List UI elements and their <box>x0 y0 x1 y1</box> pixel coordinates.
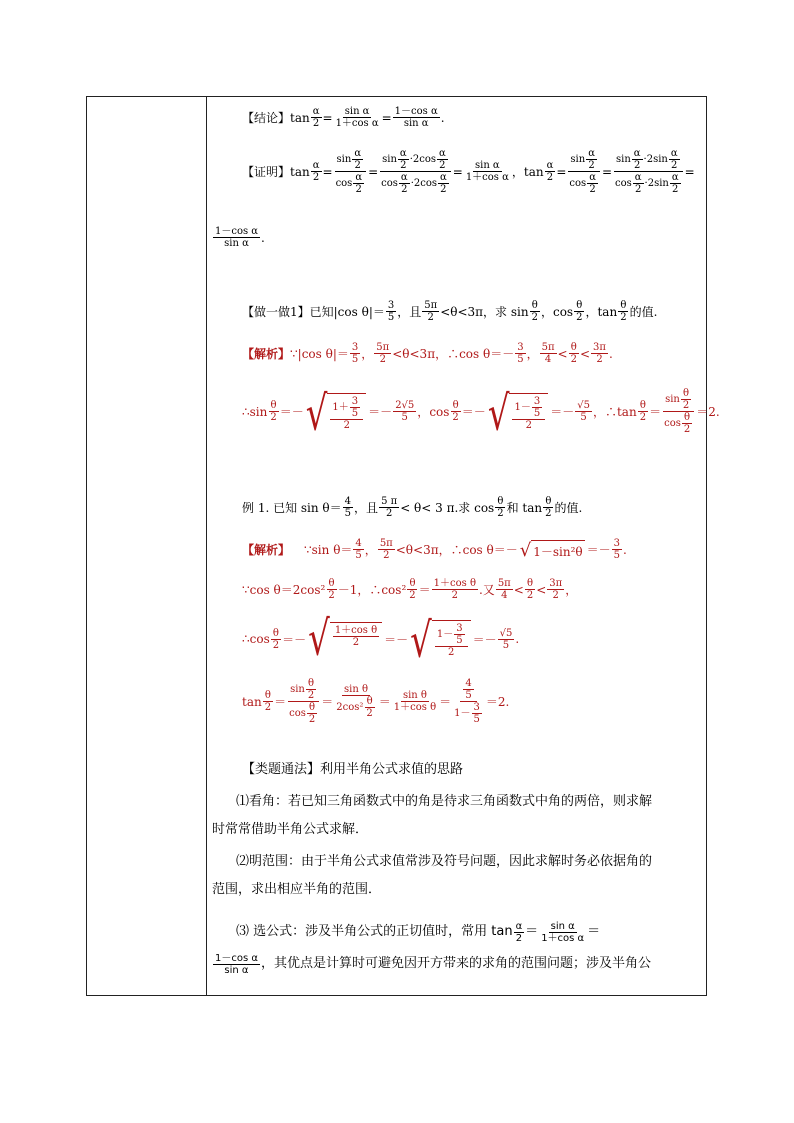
fraction: sin $\frac{\alpha}{2}$ cos $\frac{\alpha}{2}$ <box>334 148 368 195</box>
equals: ＝ <box>418 583 431 597</box>
equals: ＝ <box>274 695 287 709</box>
fraction: $\frac{\theta}{2}$ <box>264 690 272 713</box>
fraction: $\frac{\alpha}{2}$ <box>312 160 320 183</box>
fraction: $\frac{\theta}{2}$ <box>576 300 583 323</box>
equals: = <box>368 164 379 179</box>
fraction: $\frac{\theta}{2}$ <box>328 578 335 601</box>
exercise-line <box>242 300 657 323</box>
comma: ， <box>526 347 539 361</box>
equals: ＝ <box>439 695 452 709</box>
fraction: $\frac{\text{sin θ}}{\text{1＋cos θ}}$ <box>393 690 437 713</box>
analysis2-line <box>242 538 627 561</box>
method-text: ⑵明范围：由于半角公式求值常涉及符号问题，因此求解时务必依据角的 <box>236 854 653 869</box>
fraction: $\frac{\theta}{2}$ <box>272 627 280 651</box>
method-p3 <box>212 918 702 978</box>
result-text: ＝2. <box>485 695 510 709</box>
equals: ＝ <box>321 695 334 709</box>
method-text: ⑴看角：若已知三角函数式中的角是待求三角函数式中角的两倍，则求解 <box>236 794 653 809</box>
sqrt: √ 1＋ $\frac{3}{5}$ 2 <box>306 393 366 431</box>
exercise-text: ，tan <box>585 305 618 319</box>
equals: ＝ <box>378 695 391 709</box>
example-text: 的值. <box>554 501 583 515</box>
analysis2b-line <box>242 578 577 601</box>
fraction: $\frac{4}{5}$ <box>344 496 352 519</box>
period: . <box>261 230 265 245</box>
content-cell <box>212 100 720 992</box>
fraction: $\frac{5\pi}{2}$ <box>376 342 390 365</box>
tan-text: tan <box>523 164 544 179</box>
method-title: 【类题通法】利用半角公式求值的思路 <box>242 762 464 777</box>
fraction: $\frac{\alpha}{2}$ <box>312 106 320 129</box>
fraction: $\frac{3\pi}{2}$ <box>549 578 563 601</box>
tan-text: tan <box>290 164 310 179</box>
analysis-text: ＝－ <box>461 405 486 419</box>
proof-line <box>242 148 695 195</box>
example-text: < θ< 3 π.求 cos <box>400 501 495 515</box>
fraction: $\frac{3}{5}$ <box>517 342 524 365</box>
fraction: $\frac{5\pi}{4}$ <box>497 578 511 601</box>
exercise-text: <θ<3π，求 sin <box>440 305 529 319</box>
analysis2d-line <box>242 678 509 725</box>
fraction: $\frac{\theta}{2}$ <box>526 578 534 601</box>
fraction: $\frac{\theta}{2}$ <box>570 342 577 365</box>
fraction: $\frac{2√5}{5}$ <box>395 400 415 423</box>
conclusion-tag: 【结论】 <box>242 111 291 125</box>
period: . <box>608 346 613 361</box>
analysis-text: ∴sin <box>242 404 268 419</box>
analysis1b-line <box>242 385 720 442</box>
proof-tag: 【证明】 <box>242 165 291 179</box>
equals: = <box>322 164 333 179</box>
exercise-text: ，cos <box>540 305 574 319</box>
fraction: $\frac{\theta}{2}$ <box>639 400 647 423</box>
fraction: $\frac{5\pi}{2}$ <box>424 300 438 323</box>
sqrt: √ 1－ $\frac{3}{5}$ 2 <box>410 620 470 658</box>
fraction: $\frac{5 \pi}{2}$ <box>381 496 398 519</box>
analysis2c-line <box>242 611 520 669</box>
fraction: $\frac{5\pi}{2}$ <box>379 538 393 561</box>
analysis-text: <θ<3π，∴cos θ＝－ <box>395 543 518 557</box>
fraction: $\frac{\alpha}{2}$ <box>546 160 554 183</box>
less-than: < <box>536 582 547 597</box>
fraction: $\frac{\alpha}{2}$ <box>515 920 523 944</box>
analysis-text: ，∴tan <box>592 405 637 419</box>
fraction: $\frac{\text{sin α}}{\text{1＋cos α}}$ <box>541 920 585 944</box>
analysis-text: ∵sin θ＝ <box>304 543 353 557</box>
analysis-text: .又 <box>478 583 495 597</box>
analysis-text: ∴cos <box>242 632 270 646</box>
equals: = <box>601 164 613 179</box>
equals: ＝ <box>587 924 601 939</box>
fraction: $\frac{\text{1＋cos θ}}{2}$ <box>433 578 476 601</box>
fraction: $\frac{\text{1－cos α}}{\text{sin α}}$ <box>394 106 438 129</box>
fraction: $\frac{\theta}{2}$ <box>545 496 552 519</box>
tan-text: tan <box>242 694 262 709</box>
fraction: $\frac{\theta}{2}$ <box>620 300 627 323</box>
comma: ， <box>417 405 430 419</box>
sqrt: √ 1－sin²θ <box>519 539 583 561</box>
exercise-text: 已知|cos θ|＝ <box>309 305 385 319</box>
period: . <box>623 542 627 557</box>
example-text: 和 tan <box>506 501 543 515</box>
fraction: $\frac{√5}{5}$ <box>499 627 513 651</box>
fraction: $\frac{\text{sin α}}{\text{1＋cos α}}$ <box>465 160 509 183</box>
method-text: 时常常借助半角公式求解． <box>212 822 369 837</box>
example-text: ，且 <box>354 501 379 515</box>
fraction: $\frac{3}{5}$ <box>387 300 395 323</box>
proof-continuation <box>212 226 265 249</box>
less-than: < <box>513 582 524 597</box>
less-than: < <box>557 346 568 361</box>
tan-text: tan <box>290 110 310 125</box>
cos-text: cos <box>429 404 450 419</box>
equals: = <box>556 164 567 179</box>
comma: ， <box>511 165 524 179</box>
equals: = <box>684 164 695 179</box>
fraction: $\frac{4}{5}$ 1－ $\frac{3}{5}$ <box>454 678 480 725</box>
table-divider <box>206 96 207 996</box>
fraction: $\frac{5\pi}{4}$ <box>541 342 555 365</box>
fraction: sin $\frac{\alpha}{2}$ ·2cos $\frac{\alpha}{2}$ cos $\frac{\alpha}{2}$ ·2cos $\frac{\alpha}{2}$ <box>379 148 452 195</box>
method-text: 范围，求出相应半角的范围． <box>212 882 382 897</box>
comma: ， <box>361 347 374 361</box>
analysis-tag: 【解析】 <box>242 543 291 557</box>
fraction: sin $\frac{\theta}{2}$ cos $\frac{\theta}{2}$ <box>287 678 320 725</box>
fraction: $\frac{3}{5}$ <box>613 538 621 561</box>
example-text: 例 1. 已知 sin θ＝ <box>242 501 342 515</box>
analysis-text: ＝－ <box>550 405 575 419</box>
sqrt: √ 1－ $\frac{3}{5}$ 2 <box>488 393 548 431</box>
equals: ＝ <box>649 405 662 419</box>
exercise-tag: 【做一做1】 <box>242 305 310 319</box>
fraction: sin $\frac{\alpha}{2}$ cos $\frac{\alpha}{2}$ <box>567 148 601 195</box>
result-text: ＝2. <box>696 405 720 419</box>
method-text: ，其优点是计算时可避免因开方带来的求角的范围问题；涉及半角公 <box>260 956 651 971</box>
analysis-tag: 【解析】 <box>242 347 291 361</box>
equals: = <box>381 110 392 125</box>
analysis-text: ＝－ <box>279 405 304 419</box>
fraction: sin $\frac{\alpha}{2}$ ·2sin $\frac{\alpha}{2}$ cos $\frac{\alpha}{2}$ ·2sin $\frac{\alpha}{2}$ <box>613 148 684 195</box>
equals: ＝ <box>525 924 539 939</box>
analysis-text: ＝－ <box>586 543 611 557</box>
sqrt: √ $\frac{\text{1＋cos θ}}{2}$ <box>308 622 382 656</box>
fraction: $\frac{√5}{5}$ <box>577 400 590 423</box>
comma: ， <box>565 583 578 597</box>
analysis-text: ＝－ <box>282 632 307 647</box>
equals: = <box>322 110 333 125</box>
analysis1-line <box>242 342 613 365</box>
fraction: $\frac{\theta}{2}$ <box>270 400 277 423</box>
fraction: $\frac{\theta}{2}$ <box>531 300 538 323</box>
period: . <box>440 110 445 125</box>
analysis-text: <θ<3π，∴cos θ＝－ <box>392 347 515 361</box>
exercise-text: 的值. <box>629 305 658 319</box>
fraction: $\frac{4}{5}$ <box>355 538 362 561</box>
fraction: $\frac{3}{5}$ <box>351 342 359 365</box>
period: . <box>515 632 520 646</box>
fraction: $\frac{\text{sin α}}{\text{1＋cos α}}$ <box>335 106 379 129</box>
equals: = <box>452 164 463 179</box>
fraction: $\frac{\theta}{2}$ <box>409 578 416 601</box>
fraction: sin $\frac{\theta}{2}$ cos $\frac{\theta}{2}$ <box>662 388 695 435</box>
analysis-text: ∵cos θ＝2cos² <box>242 583 326 597</box>
conclusion-line <box>242 106 445 129</box>
analysis-text: ＝－ <box>472 632 497 647</box>
fraction: $\frac{3\pi}{2}$ <box>593 342 606 365</box>
analysis-text: －1，∴cos² <box>337 583 407 597</box>
fraction: $\frac{\theta}{2}$ <box>452 400 459 423</box>
method-p2 <box>212 848 702 904</box>
method-p1 <box>212 788 702 844</box>
example-line <box>242 496 582 519</box>
less-than: < <box>579 346 591 361</box>
method-text: ⑶ 选公式：涉及半角公式的正切值时，常用 tan <box>236 924 513 939</box>
comma: ， <box>364 543 377 557</box>
fraction: $\frac{\text{1－cos α}}{\text{sin α}}$ <box>215 952 258 976</box>
fraction: $\frac{\text{1－cos α}}{\text{sin α}}$ <box>215 226 259 249</box>
exercise-text: ，且 <box>397 305 422 319</box>
analysis-text: ＝－ <box>384 632 409 647</box>
fraction: $\frac{\theta}{2}$ <box>497 496 504 519</box>
analysis-text: ∵|cos θ|＝ <box>290 347 349 361</box>
analysis-text: ＝－ <box>368 405 393 419</box>
fraction: sin θ 2cos² $\frac{\theta}{2}$ <box>336 684 373 719</box>
